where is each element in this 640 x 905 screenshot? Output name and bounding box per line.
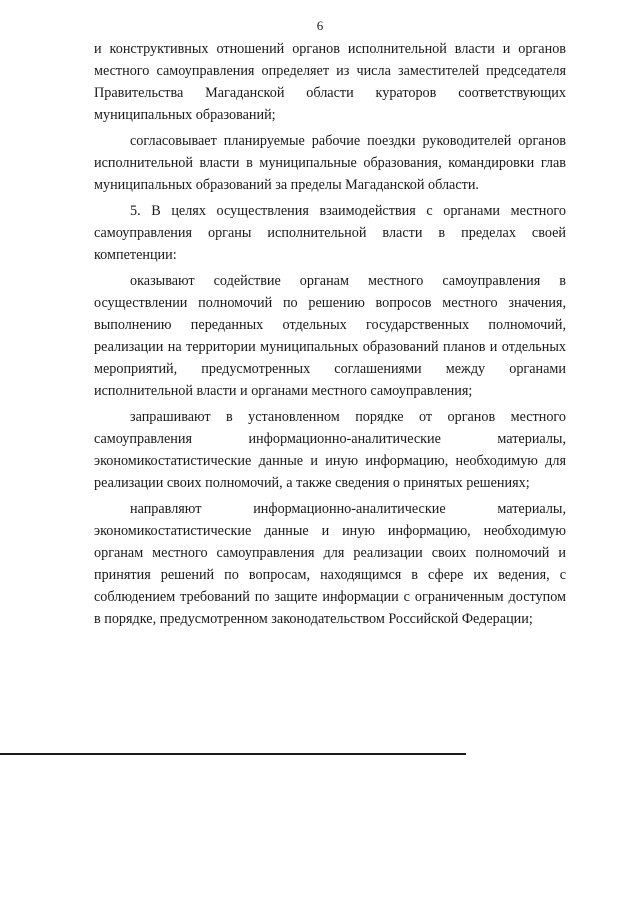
paragraph-send: направляют информационно-аналитические материалы, экономикостатистические данные и иную информацию, необходимую органам местного самоуправления для реализации своих полномочий и принятия решений по вопросам, находящимся в сфере их ведения, с соблюдением требований по защите информации с ограниченным доступом в порядке, предусмотренном законодательством Российской Федерации; bbox=[94, 501, 566, 627]
document-body bbox=[94, 38, 566, 630]
paragraph-section-5: 5. В целях осуществления взаимодействия с органами местного самоуправления органы исполнительной власти в пределах своей компетенции: bbox=[94, 203, 566, 263]
paragraph-coordinates-trips: согласовывает планируемые рабочие поездки руководителей органов исполнительной власти в муниципальные образования, командировки глав муниципальных образований за пределы Магаданской области. bbox=[94, 133, 566, 193]
paragraph-request: запрашивают в установленном порядке от органов местного самоуправления информационно-аналитические материалы, экономикостатистические данные и иную информацию, необходимую для реализации своих полномочий, а также сведения о принятых решениях; bbox=[94, 409, 566, 491]
paragraph-continuation: и конструктивных отношений органов исполнительной власти и органов местного самоуправления определяет из числа заместителей председателя Правительства Магаданской области кураторов соответствующих муниципальных образований; bbox=[94, 41, 566, 123]
bottom-divider-line bbox=[0, 753, 466, 755]
page-number: 6 bbox=[316, 18, 324, 33]
paragraph-assist: оказывают содействие органам местного самоуправления в осуществлении полномочий по решению вопросов местного значения, выполнению переданных отдельных государственных полномочий, реализации на территории муниципальных образований планов и отдельных мероприятий, предусмотренных соглашениями между органами исполнительной власти и органами местного самоуправления; bbox=[94, 273, 566, 399]
